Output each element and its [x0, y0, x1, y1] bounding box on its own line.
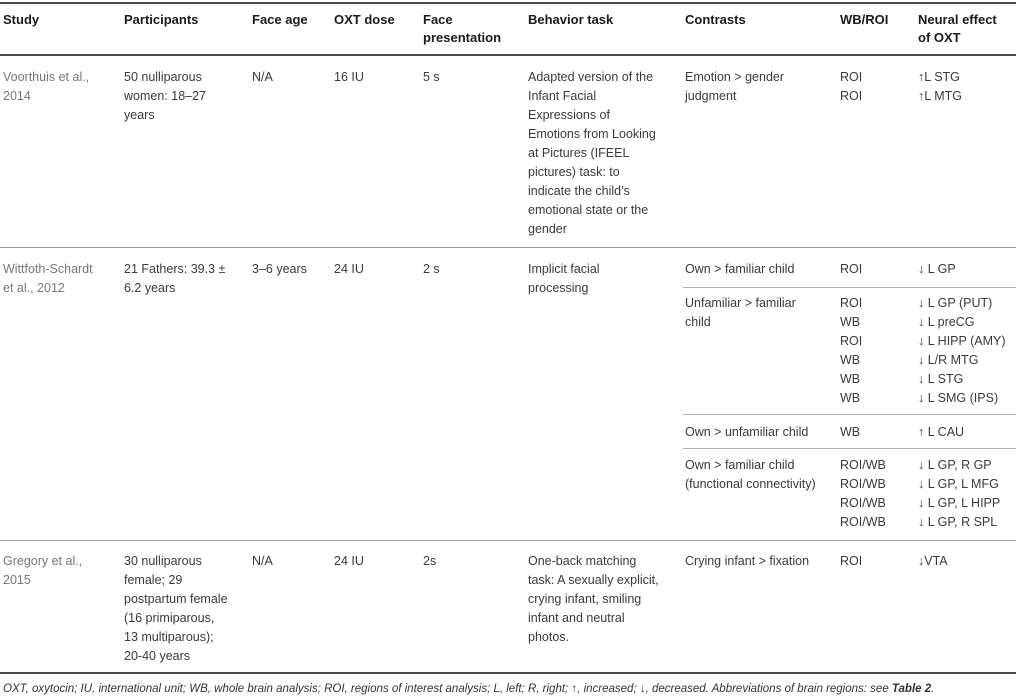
- cell-behavior-task: photos.: [528, 630, 570, 644]
- table-reference-link[interactable]: Table 2: [891, 683, 932, 695]
- header-oxt-dose: OXT dose: [334, 12, 395, 27]
- cell-participants: 6.2 years: [124, 281, 176, 295]
- cell-behavior-task: Implicit facial: [528, 262, 600, 276]
- subrow-divider: [683, 448, 1016, 449]
- cell-contrast: Crying infant > fixation: [685, 554, 810, 568]
- cell-wb-roi: ROI/WB: [840, 477, 886, 491]
- cell-contrast: Own > unfamiliar child: [685, 425, 809, 439]
- cell-wb-roi: WB: [840, 315, 861, 329]
- cell-behavior-task: Adapted version of the: [528, 70, 654, 84]
- header-wb-roi: WB/ROI: [840, 12, 889, 27]
- cell-participants: 21 Fathers: 39.3 ±: [124, 262, 226, 276]
- header-face-presentation-1: Face: [423, 12, 453, 27]
- cell-participants: postpartum female: [124, 592, 228, 606]
- cell-oxt-dose: 24 IU: [334, 262, 364, 276]
- cell-contrast: Own > familiar child: [685, 262, 795, 276]
- cell-oxt-dose: 24 IU: [334, 554, 364, 568]
- cell-neural-effect: ↓ L GP, L HIPP: [918, 496, 1001, 510]
- table-bottom-rule: [0, 672, 1016, 674]
- header-participants: Participants: [124, 12, 199, 27]
- cell-participants: (16 primiparous,: [124, 611, 215, 625]
- cell-neural-effect: ↑L STG: [918, 70, 960, 84]
- cell-neural-effect: ↓VTA: [918, 554, 948, 568]
- cell-study: 2014: [3, 89, 31, 103]
- cell-participants: 50 nulliparous: [124, 70, 202, 84]
- cell-neural-effect: ↓ L GP: [918, 262, 956, 276]
- cell-wb-roi: ROI: [840, 262, 863, 276]
- cell-neural-effect: ↓ L GP, L MFG: [918, 477, 999, 491]
- subrow-divider: [683, 414, 1016, 415]
- cell-wb-roi: ROI: [840, 89, 863, 103]
- cell-neural-effect: ↓ L SMG (IPS): [918, 391, 999, 405]
- cell-wb-roi: ROI: [840, 296, 863, 310]
- cell-neural-effect: ↓ L GP, R GP: [918, 458, 992, 472]
- cell-neural-effect: ↓ L GP, R SPL: [918, 515, 998, 529]
- cell-behavior-task: Emotions from Looking: [528, 127, 656, 141]
- header-neural-effect-1: Neural effect: [918, 12, 997, 27]
- cell-neural-effect: ↓ L/R MTG: [918, 353, 979, 367]
- cell-wb-roi: ROI: [840, 334, 863, 348]
- cell-study: Wittfoth-Schardt: [3, 262, 93, 276]
- cell-neural-effect: ↓ L HIPP (AMY): [918, 334, 1006, 348]
- cell-contrast: Own > familiar child: [685, 458, 795, 472]
- cell-face-presentation: 5 s: [423, 70, 440, 84]
- cell-neural-effect: ↓ L STG: [918, 372, 964, 386]
- cell-behavior-task: Expressions of: [528, 108, 610, 122]
- footnote-end: .: [931, 683, 935, 695]
- cell-study: et al., 2012: [3, 281, 65, 295]
- cell-participants: 20-40 years: [124, 649, 191, 663]
- cell-face-presentation: 2s: [423, 554, 437, 568]
- header-behavior-task: Behavior task: [528, 12, 614, 27]
- cell-wb-roi: ROI/WB: [840, 458, 886, 472]
- cell-participants: women: 18–27: [124, 89, 207, 103]
- cell-participants: 30 nulliparous: [124, 554, 202, 568]
- cell-face-presentation: 2 s: [423, 262, 440, 276]
- cell-behavior-task: processing: [528, 281, 589, 295]
- cell-wb-roi: ROI: [840, 554, 863, 568]
- cell-contrast: child: [685, 315, 711, 329]
- cell-behavior-task: crying infant, smiling: [528, 592, 642, 606]
- cell-behavior-task: pictures) task: to: [528, 165, 620, 179]
- table-footnote: [3, 683, 934, 695]
- cell-contrast: judgment: [685, 89, 737, 103]
- cell-wb-roi: WB: [840, 425, 861, 439]
- row-divider: [0, 540, 1016, 541]
- cell-wb-roi: ROI/WB: [840, 496, 886, 510]
- cell-oxt-dose: 16 IU: [334, 70, 364, 84]
- cell-behavior-task: emotional state or the: [528, 203, 649, 217]
- header-study: Study: [3, 12, 40, 27]
- cell-behavior-task: Infant Facial: [528, 89, 597, 103]
- cell-neural-effect: ↓ L GP (PUT): [918, 296, 993, 310]
- row-divider: [0, 247, 1016, 248]
- cell-face-age: N/A: [252, 70, 273, 84]
- footnote-text: OXT, oxytocin; IU, international unit; WB, whole brain analysis; ROI, regions of interest analysis; L, left; R, right; ↑, increased; ↓, decreased. Abbreviations of brain regions: see: [3, 683, 892, 695]
- cell-behavior-task: One-back matching: [528, 554, 637, 568]
- cell-neural-effect: ↓ L preCG: [918, 315, 975, 329]
- header-contrasts: Contrasts: [685, 12, 746, 27]
- cell-participants: 13 multiparous);: [124, 630, 214, 644]
- header-rule: [0, 54, 1016, 56]
- cell-contrast: Emotion > gender: [685, 70, 785, 84]
- header-neural-effect-2: of OXT: [918, 30, 961, 45]
- cell-behavior-task: at Pictures (IFEEL: [528, 146, 630, 160]
- cell-wb-roi: WB: [840, 372, 861, 386]
- cell-study: 2015: [3, 573, 31, 587]
- cell-participants: female; 29: [124, 573, 183, 587]
- cell-behavior-task: gender: [528, 222, 567, 236]
- cell-wb-roi: WB: [840, 353, 861, 367]
- cell-neural-effect: ↑L MTG: [918, 89, 962, 103]
- cell-contrast: Unfamiliar > familiar: [685, 296, 796, 310]
- cell-behavior-task: task: A sexually explicit,: [528, 573, 659, 587]
- cell-behavior-task: infant and neutral: [528, 611, 625, 625]
- cell-contrast: (functional connectivity): [685, 477, 816, 491]
- table-top-rule: [0, 2, 1016, 4]
- cell-behavior-task: indicate the child’s: [528, 184, 630, 198]
- cell-wb-roi: ROI/WB: [840, 515, 886, 529]
- cell-study: Gregory et al.,: [3, 554, 83, 568]
- header-face-age: Face age: [252, 12, 308, 27]
- header-face-presentation-2: presentation: [423, 30, 502, 45]
- cell-neural-effect: ↑ L CAU: [918, 425, 965, 439]
- cell-wb-roi: WB: [840, 391, 861, 405]
- cell-wb-roi: ROI: [840, 70, 863, 84]
- cell-participants: years: [124, 108, 155, 122]
- cell-face-age: N/A: [252, 554, 273, 568]
- cell-face-age: 3–6 years: [252, 262, 307, 276]
- cell-study: Voorthuis et al.,: [3, 70, 90, 84]
- subrow-divider: [683, 287, 1016, 288]
